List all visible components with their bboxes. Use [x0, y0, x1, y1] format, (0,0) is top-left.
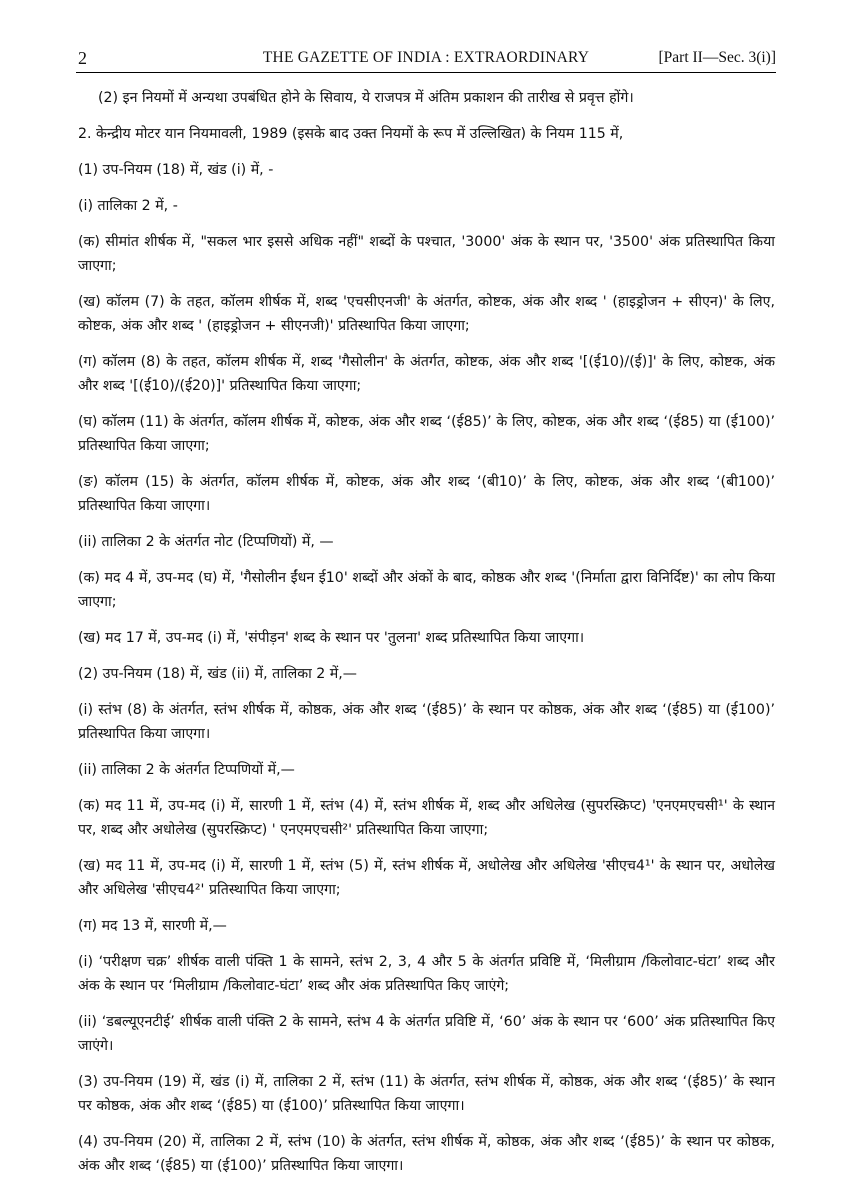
paragraph: (ग) कॉलम (8) के तहत, कॉलम शीर्षक में, शब्द 'गैसोलीन' के अंतर्गत, कोष्टक, अंक और शब्द '[(ई10)/(ई)]' के लिए, कोष्टक, अंक और शब्द '[(ई10)/(ई20)]' प्रतिस्थापित किया जाएगा;	[78, 354, 775, 394]
paragraph: 2. केन्द्रीय मोटर यान नियमावली, 1989 (इसके बाद उक्त नियमों के रूप में उल्लिखित) के नियम 115 में,	[78, 126, 624, 142]
paragraph: (ii) तालिका 2 के अंतर्गत नोट (टिप्पणियों) में, —	[78, 534, 334, 550]
paragraph: (ii) तालिका 2 के अंतर्गत टिप्पणियों में,—	[78, 762, 295, 778]
part-section-label: [Part II—Sec. 3(i)]	[658, 49, 776, 66]
paragraph: (2) इन नियमों में अन्यथा उपबंधित होने के सिवाय, ये राजपत्र में अंतिम प्रकाशन की तारीख से प्रवृत्त होंगे।	[98, 90, 634, 106]
paragraph: (4) उप-नियम (20) में, तालिका 2 में, स्तंभ (10) के अंतर्गत, स्तंभ शीर्षक में, कोष्ठक, अंक और शब्द ‘(ई85)’ के स्थान पर कोष्ठक, अंक और शब्द ‘(ई85) या (ई100)’ प्रतिस्थापित किया जाएगा।	[78, 1134, 775, 1174]
paragraph: (ग) मद 13 में, सारणी में,—	[78, 918, 227, 934]
paragraph: (क) मद 11 में, उप-मद (i) में, सारणी 1 में, स्तंभ (4) में, स्तंभ शीर्षक में, शब्द और अधिलेख (सुपरस्क्रिप्ट) 'एनएमएचसी¹' के स्थान पर, शब्द और अधोलेख (सुपरस्क्रिप्ट) ' एनएमएचसी²' प्रतिस्थापित किया जाएगा;	[78, 798, 775, 838]
paragraph: (ii) ‘डबल्यूएनटीई’ शीर्षक वाली पंक्ति 2 के सामने, स्तंभ 4 के अंतर्गत प्रविष्टि में, ‘60’ अंक के स्थान पर ‘600’ अंक प्रतिस्थापित किए जाएंगे।	[78, 1014, 775, 1054]
paragraph: (i) स्तंभ (8) के अंतर्गत, स्तंभ शीर्षक में, कोष्ठक, अंक और शब्द ‘(ई85)’ के स्थान पर कोष्ठक, अंक और शब्द ‘(ई85) या (ई100)’ प्रतिस्थापित किया जाएगा।	[78, 702, 775, 742]
paragraph: (ख) मद 17 में, उप-मद (i) में, 'संपीड़न' शब्द के स्थान पर 'तुलना' शब्द प्रतिस्थापित किया जाएगा।	[78, 630, 585, 646]
page-header	[76, 48, 776, 70]
page-number: 2	[78, 48, 87, 68]
paragraph: (2) उप-नियम (18) में, खंड (ii) में, तालिका 2 में,—	[78, 666, 357, 682]
paragraph: (i) ‘परीक्षण चक्र’ शीर्षक वाली पंक्ति 1 के सामने, स्तंभ 2, 3, 4 और 5 के अंतर्गत प्रविष्टि में, ‘मिलीग्राम /किलोवाट-घंटा’ शब्द और अंक के स्थान पर ‘मिलीग्राम /किलोवाट-घंटा’ शब्द और अंक प्रतिस्थापित किए जाएंगे;	[78, 954, 775, 994]
paragraph: (घ) कॉलम (11) के अंतर्गत, कॉलम शीर्षक में, कोष्टक, अंक और शब्द ‘(ई85)’ के लिए, कोष्टक, अंक और शब्द ‘(ई85) या (ई100)’ प्रतिस्थापित किया जाएगा;	[78, 414, 775, 454]
paragraph: (ख) कॉलम (7) के तहत, कॉलम शीर्षक में, शब्द 'एचसीएनजी' के अंतर्गत, कोष्टक, अंक और शब्द ' (हाइड्रोजन + सीएन)' के लिए, कोष्टक, अंक और शब्द ' (हाइड्रोजन + सीएनजी)' प्रतिस्थापित किया जाएगा;	[78, 294, 775, 334]
paragraph: (ङ) कॉलम (15) के अंतर्गत, कॉलम शीर्षक में, कोष्टक, अंक और शब्द ‘(बी10)’ के लिए, कोष्टक, अंक और शब्द ‘(बी100)’ प्रतिस्थापित किया जाएगा।	[78, 474, 775, 514]
header-rule	[76, 72, 776, 73]
paragraph: (1) उप-नियम (18) में, खंड (i) में, -	[78, 162, 274, 178]
paragraph: (क) सीमांत शीर्षक में, "सकल भार इससे अधिक नहीं" शब्दों के पश्चात, '3000' अंक के स्थान पर, '3500' अंक प्रतिस्थापित किया जाएगा;	[78, 234, 775, 274]
gazette-title: THE GAZETTE OF INDIA : EXTRAORDINARY	[262, 49, 590, 66]
document-body	[78, 86, 775, 1190]
paragraph: (क) मद 4 में, उप-मद (घ) में, 'गैसोलीन ईंधन ई10' शब्दों और अंकों के बाद, कोष्ठक और शब्द '(निर्माता द्वारा विनिर्दिष्ट)' का लोप किया जाएगा;	[78, 570, 776, 610]
paragraph: (ख) मद 11 में, उप-मद (i) में, सारणी 1 में, स्तंभ (5) में, स्तंभ शीर्षक में, अधोलेख और अधिलेख 'सीएच4¹' के स्थान पर, अधोलेख और अधिलेख 'सीएच4²' प्रतिस्थापित किया जाएगा;	[78, 858, 775, 898]
paragraph: (3) उप-नियम (19) में, खंड (i) में, तालिका 2 में, स्तंभ (11) के अंतर्गत, स्तंभ शीर्षक में, कोष्ठक, अंक और शब्द ‘(ई85)’ के स्थान पर कोष्ठक, अंक और शब्द ‘(ई85) या (ई100)’ प्रतिस्थापित किया जाएगा।	[78, 1074, 775, 1114]
paragraph: (i) तालिका 2 में, -	[78, 198, 178, 214]
